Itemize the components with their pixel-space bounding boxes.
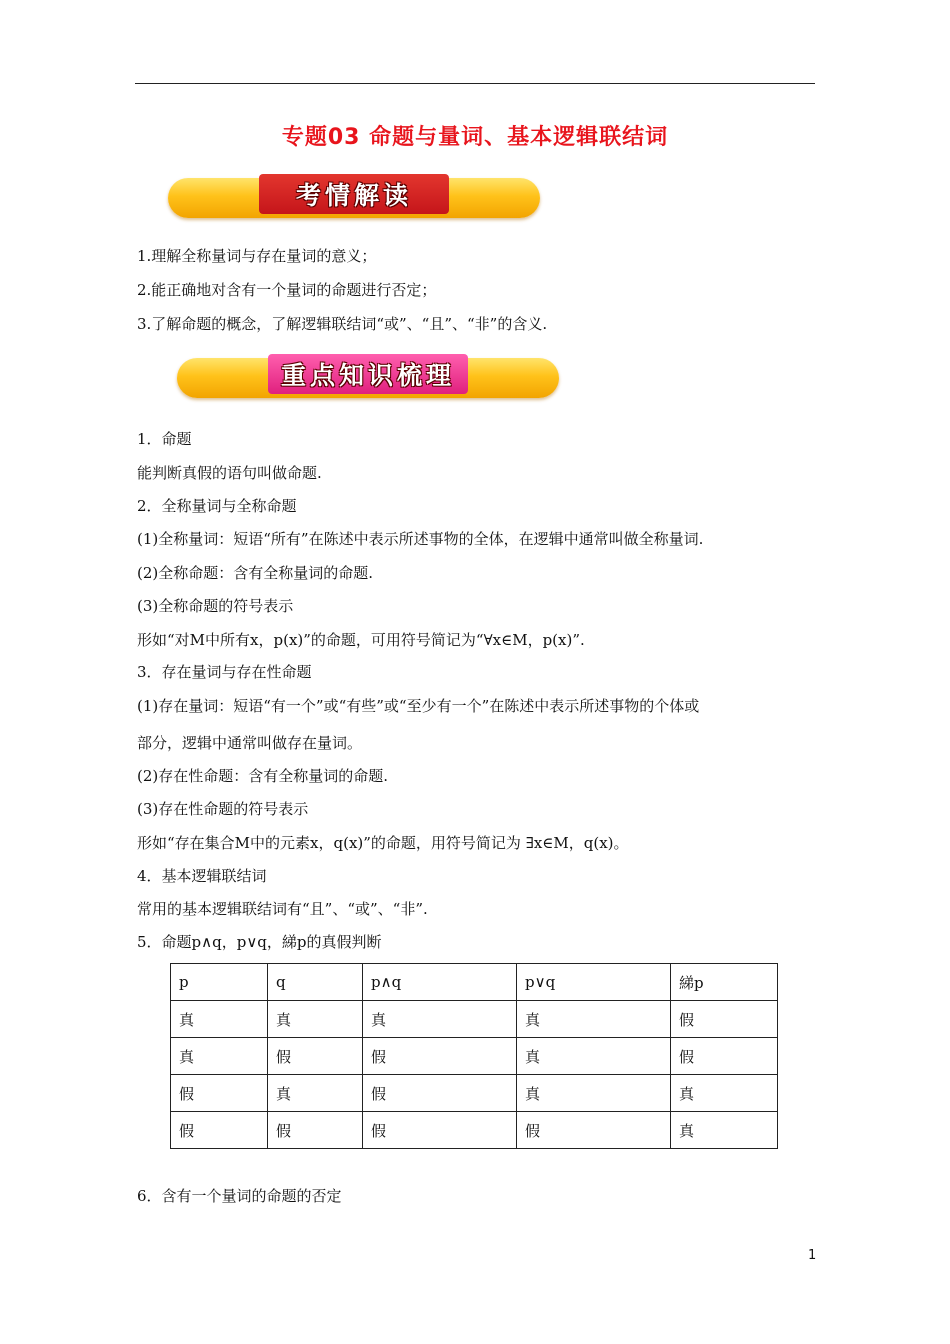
page-title: 专题03 命题与量词、基本逻辑联结词 [281, 125, 669, 150]
table-cell: 真 [171, 1001, 268, 1038]
table-cell: 假 [363, 1038, 517, 1075]
table-cell: 假 [268, 1038, 363, 1075]
objective-1: 1.理解全称量词与存在量词的意义； [137, 247, 377, 265]
table-cell: 真 [171, 1038, 268, 1075]
table-row [171, 1038, 778, 1075]
truth-table [170, 963, 778, 1149]
table-cell: 假 [171, 1075, 268, 1112]
banner-key-knowledge-label: 重点知识梳理 [268, 354, 468, 394]
section-2-item-4: 形如“对M中所有x，p(x)”的命题，可用符号简记为“∀x∈M，p(x)”. [137, 631, 585, 649]
objective-2: 2.能正确地对含有一个量词的命题进行否定； [137, 281, 437, 299]
section-3-item-1b: 部分，逻辑中通常叫做存在量词。 [137, 734, 363, 752]
section-3-heading: 3．存在量词与存在性命题 [137, 663, 312, 681]
table-cell: 假 [363, 1112, 517, 1149]
table-cell: 假 [671, 1038, 778, 1075]
header-rule [135, 83, 815, 84]
table-cell: 真 [268, 1001, 363, 1038]
table-header-cell: 綈p [671, 964, 778, 1001]
table-cell: 真 [517, 1001, 671, 1038]
banner-exam-analysis [168, 178, 540, 218]
table-cell: 假 [268, 1112, 363, 1149]
table-cell: 假 [517, 1112, 671, 1149]
table-header-cell: p [171, 964, 268, 1001]
section-1-body: 能判断真假的语句叫做命题. [137, 464, 322, 482]
section-3-item-2: (2)存在性命题：含有全称量词的命题. [137, 767, 389, 785]
section-3-item-1a: (1)存在量词：短语“有一个”或“有些”或“至少有一个”在陈述中表示所述事物的个体或 [137, 697, 700, 715]
table-header-cell: p∧q [363, 964, 517, 1001]
banner-key-knowledge [177, 358, 559, 398]
section-2-item-2: (2)全称命题：含有全称量词的命题. [137, 564, 374, 582]
section-3-item-3: (3)存在性命题的符号表示 [137, 800, 309, 818]
section-6-heading: 6．含有一个量词的命题的否定 [137, 1187, 342, 1205]
table-row [171, 1001, 778, 1038]
section-2-item-3: (3)全称命题的符号表示 [137, 597, 294, 615]
table-header-cell: q [268, 964, 363, 1001]
table-cell: 假 [363, 1075, 517, 1112]
table-cell: 真 [671, 1112, 778, 1149]
table-cell: 假 [671, 1001, 778, 1038]
table-cell: 真 [363, 1001, 517, 1038]
table-row [171, 1075, 778, 1112]
table-cell: 真 [517, 1038, 671, 1075]
section-2-item-1: (1)全称量词：短语“所有”在陈述中表示所述事物的全体，在逻辑中通常叫做全称量词. [137, 530, 704, 548]
banner-exam-analysis-label: 考情解读 [259, 174, 449, 214]
section-3-item-4: 形如“存在集合M中的元素x，q(x)”的命题，用符号简记为 ∃x∈M，q(x)。 [137, 834, 629, 852]
page-number: 1 [808, 1248, 817, 1263]
table-cell: 真 [268, 1075, 363, 1112]
section-2-heading: 2．全称量词与全称命题 [137, 497, 297, 515]
table-header-row [171, 964, 778, 1001]
table-cell: 真 [517, 1075, 671, 1112]
section-1-heading: 1．命题 [137, 430, 192, 448]
objective-3: 3.了解命题的概念，了解逻辑联结词“或”、“且”、“非”的含义. [137, 315, 548, 333]
table-header-cell: p∨q [517, 964, 671, 1001]
section-4-body: 常用的基本逻辑联结词有“且”、“或”、“非”. [137, 900, 428, 918]
table-row [171, 1112, 778, 1149]
section-5-heading: 5．命题p∧q，p∨q，綈p的真假判断 [137, 933, 382, 951]
table-cell: 假 [171, 1112, 268, 1149]
table-cell: 真 [671, 1075, 778, 1112]
section-4-heading: 4．基本逻辑联结词 [137, 867, 267, 885]
